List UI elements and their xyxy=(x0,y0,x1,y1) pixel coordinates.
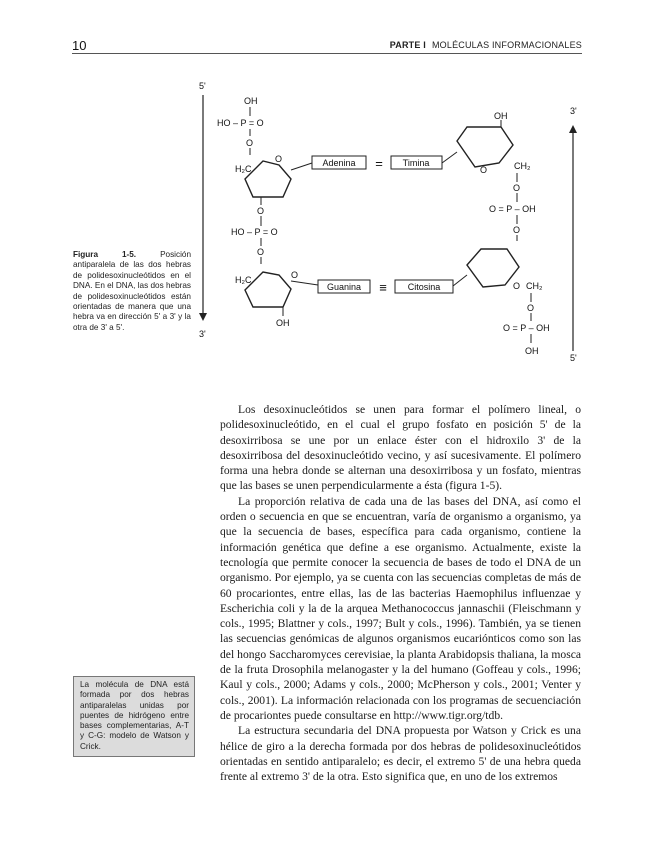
running-head-part: PARTE I xyxy=(389,40,426,50)
right-phosphate-2-oh: OH xyxy=(525,346,539,356)
right-sugar-ring-1 xyxy=(457,127,513,167)
left-sugar-1-ring-o: O xyxy=(275,154,283,164)
running-head xyxy=(390,40,582,50)
base-pair-2-left-bond xyxy=(291,281,318,285)
left-sugar-ring-2 xyxy=(245,272,291,307)
figure-caption-text: Posición antiparalela de las dos hebras de polidesoxinucleótidos en el DNA. En el DNA, las dos hebras de polidesoxinucleótidos están orientadas de manera que una hebra va en dirección 5' a 3' y la otra de 3' a 5'. xyxy=(73,250,192,332)
running-head-title: MOLÉCULAS INFORMACIONALES xyxy=(431,40,582,50)
right-phosphate-1-group: O = P – OH xyxy=(489,204,536,214)
right-phosphate-2-group: O = P – OH xyxy=(503,323,550,333)
right-sugar-2-ring-o: O xyxy=(513,281,521,291)
body-paragraph-3: La estructura secundaria del DNA propuesta por Watson y Crick es una hélice de giro a la derecha formada por dos hebras de polidesoxinucleótidos orientadas en sentido antiparalelo; es decir, el extremo 5' de una hebra queda frente al extremo 3' de la otra. Esto significa que, en uno de los extremos xyxy=(220,724,581,784)
body-paragraph-1: Los desoxinucleótidos se unen para formar el polímero lineal, o polidesoxinucleótido, en el cual el grupo fosfato en posición 5' de la desoxirribosa se une por un enlace éster con el hidroxilo 3' de la desoxirribosa del desoxinucleótido vecino, y así sucesivamente. El polímero forma una hebra donde se alternan una desoxirribosa y un fosfato, mientras que las bases se unen perpendicularmente a ésta (figura 1-5). xyxy=(220,403,581,493)
base-timina-label: Timina xyxy=(402,158,430,168)
right-sugar-ring-2 xyxy=(467,249,519,287)
right-strand-bottom-label: 5' xyxy=(570,353,577,363)
base-pair-2-right-bond xyxy=(453,275,467,286)
header-rule xyxy=(72,53,582,54)
figure-caption xyxy=(73,250,191,333)
left-phosphate-top-group: HO – P = O xyxy=(217,118,264,128)
right-sugar-2-ch2: CH₂ xyxy=(526,281,543,291)
page-number: 10 xyxy=(72,38,87,53)
figure-caption-label: Figura 1-5. xyxy=(73,250,137,259)
left-phosphate-top-oh: OH xyxy=(244,96,258,106)
left-phosphate-2-group: HO – P = O xyxy=(231,227,278,237)
base-pair-2-hydrogen-bond: ≡ xyxy=(379,280,387,295)
left-sugar-2-oh: OH xyxy=(276,318,290,328)
base-pair-1-hydrogen-bond: = xyxy=(375,156,383,171)
left-strand-top-label: 5' xyxy=(199,81,206,91)
sidebar-note: La molécula de DNA está formada por dos hebras antiparalelas unidas por puentes de hidrógeno entre bases complementarias, A-T y C-G: modelo de Watson y Crick. xyxy=(73,676,195,757)
dna-antiparallel-diagram xyxy=(195,75,590,375)
base-citosina-label: Citosina xyxy=(407,282,441,292)
left-sugar-1-o: O xyxy=(257,206,265,216)
left-sugar-2-h2c: H₂C xyxy=(235,275,252,285)
right-sugar-2-o: O xyxy=(527,303,535,313)
left-phosphate-2-o: O xyxy=(257,247,265,257)
base-pair-1-right-bond xyxy=(442,152,457,163)
right-sugar-1-ch2: CH₂ xyxy=(514,161,531,171)
left-sugar-2-ring-o: O xyxy=(291,270,299,280)
left-sugar-ring-1 xyxy=(245,161,291,197)
base-adenina-label: Adenina xyxy=(322,158,356,168)
left-phosphate-top-o: O xyxy=(246,138,254,148)
right-sugar-1-o: O xyxy=(513,183,521,193)
base-pair-1-left-bond xyxy=(291,163,312,170)
right-phosphate-1-o: O xyxy=(513,225,521,235)
body-text xyxy=(220,402,581,784)
body-paragraph-2: La proporción relativa de cada una de las bases del DNA, así como el orden o secuencia en que se encuentran, varía de organismo a organismo, ya que la secuencia de bases, específica para cada organismo, contiene la información genética que define a ese organismo. Actualmente, existe la tecnología que permite conocer la secuencia de bases de todo el DNA de un organismo. Por ejemplo, ya se cuenta con las secuencias completas de más de 60 procariontes, entre ellas, las de las bacterias Haemophilus influenzae y Escherichia coli y la de la arquea Methanococcus jannaschii (Fleischmann y cols., 1995; Blattner y cols., 1997; Bult y cols., 1996). También, ya se tienen las secuencias genómicas de algunos organismos eucariónticos como son las del hongo Saccharomyces cerevisiae, la planta Arabidopsis thaliana, la mosca de la fruta Drosophila melanogaster y la del humano (Goffeau y cols., 1996; Kaul y cols., 2000; Adams y cols., 2000; McPherson y cols., 2001; Venter y cols., 2001). La información relacionada con los programas de secuenciación de procariontes puede consultarse en http://www.tigr.org/tdb. xyxy=(220,494,581,722)
right-sugar-1-oh: OH xyxy=(494,111,508,121)
left-strand-bottom-label: 3' xyxy=(199,329,206,339)
base-guanina-label: Guanina xyxy=(326,282,362,292)
right-sugar-1-ring-o: O xyxy=(480,165,488,175)
right-strand-top-label: 3' xyxy=(570,106,577,116)
left-sugar-1-h2c: H₂C xyxy=(235,164,252,174)
